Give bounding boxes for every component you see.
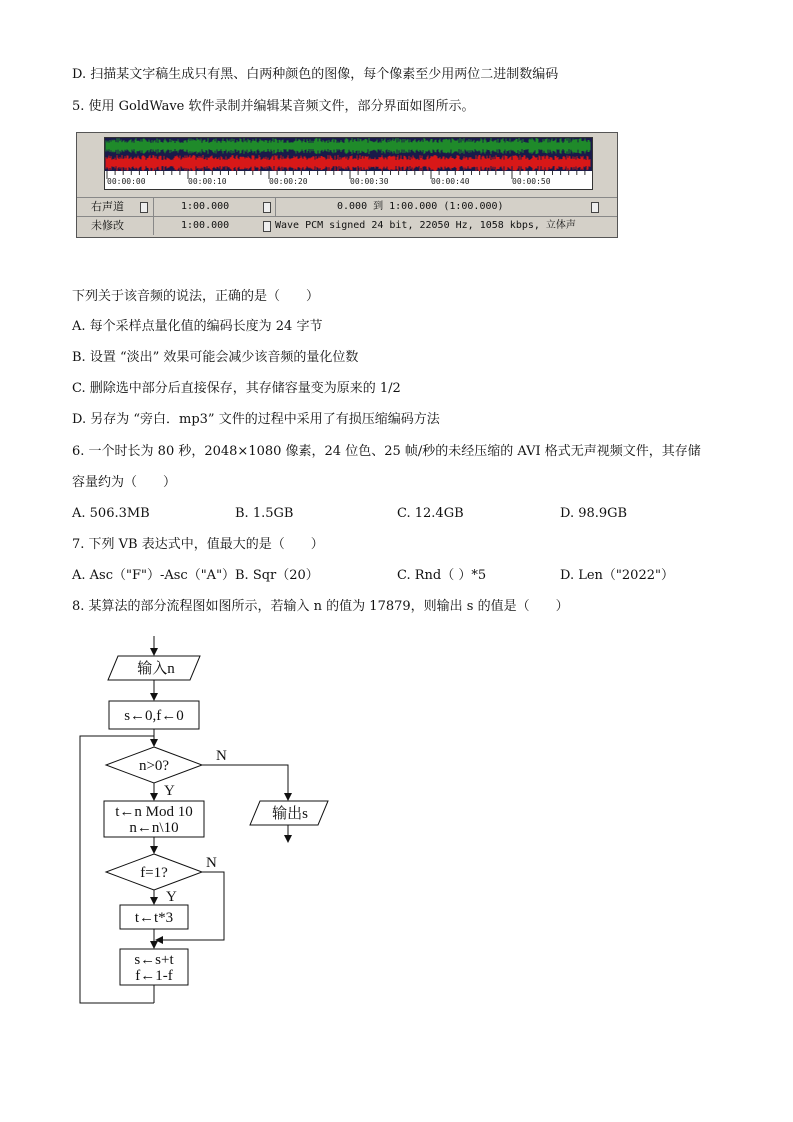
- yes-label: Y: [164, 783, 175, 799]
- q7-option-c: C. Rnd（ ）*5: [397, 568, 487, 583]
- status-row-2: [77, 216, 617, 235]
- input-label: 输入n: [137, 661, 175, 677]
- format-info: Wave PCM signed 24 bit, 22050 Hz, 1058 kbps, 立体声: [275, 220, 576, 231]
- init-label: s←0,f←0: [124, 708, 184, 724]
- q7-stem: 7. 下列 VB 表达式中，值最大的是（ ）: [72, 537, 324, 552]
- no-label: N: [216, 748, 227, 764]
- length-value: 1:00.000: [181, 201, 230, 212]
- q8-stem: 8. 某算法的部分流程图如图所示，若输入 n 的值为 17879，则输出 s 的值是（ ）: [72, 599, 569, 614]
- selection-range: 0.000 到 1:00.000 (1:00.000): [337, 201, 504, 212]
- modified-status: 未修改: [91, 219, 124, 232]
- format-toggle[interactable]: [263, 221, 271, 232]
- tick-label: 00:00:20: [269, 177, 308, 186]
- flag-condition-label: f=1?: [140, 865, 168, 881]
- q7-option-b: B. Sqr（20）: [235, 568, 319, 583]
- channel-toggle[interactable]: [140, 202, 148, 213]
- q5-question: 下列关于该音频的说法，正确的是（ ）: [72, 289, 320, 304]
- q5-option-b: B. 设置 “淡出” 效果可能会减少该音频的量化位数: [72, 350, 359, 365]
- output-label: 输出s: [272, 806, 308, 822]
- selection-toggle[interactable]: [591, 202, 599, 213]
- tick-label: 00:00:30: [350, 177, 389, 186]
- time-ruler: [104, 171, 593, 190]
- q5-stem: 5. 使用 GoldWave 软件录制并编辑某音频文件，部分界面如图所示。: [72, 99, 475, 114]
- waveform-display: [104, 137, 593, 172]
- no-label: N: [206, 855, 217, 871]
- q7-option-a: A. Asc（"F"）-Asc（"A"）: [72, 568, 236, 583]
- tick-label: 00:00:10: [188, 177, 227, 186]
- q5-option-d: D. 另存为 “旁白．mp3” 文件的过程中采用了有损压缩编码方法: [72, 412, 440, 427]
- tick-label: 00:00:40: [431, 177, 470, 186]
- status-row-1: [77, 197, 617, 216]
- triple-label: t←t*3: [134, 910, 174, 926]
- algorithm-flowchart: [70, 630, 350, 1020]
- q6-option-c: C. 12.4GB: [397, 506, 464, 521]
- yes-label: Y: [166, 889, 177, 905]
- goldwave-panel: [76, 132, 618, 238]
- channel-label: 右声道: [91, 200, 124, 213]
- accumulate-label-1: s←s+t: [134, 952, 174, 968]
- tick-label: 00:00:00: [107, 177, 146, 186]
- q7-option-d: D. Len（"2022"）: [560, 568, 674, 583]
- tick-label: 00:00:50: [512, 177, 551, 186]
- q5-option-a: A. 每个采样点量化值的编码长度为 24 字节: [72, 319, 323, 334]
- q6-stem: 6. 一个时长为 80 秒，2048×1080 像素，24 位色、25 帧/秒的未经压缩的 AVI 格式无声视频文件，其存储: [72, 444, 701, 459]
- digit-extract-label-1: t←n Mod 10: [115, 804, 193, 820]
- q6-option-d: D. 98.9GB: [560, 506, 628, 521]
- q4-option-d: D. 扫描某文字稿生成只有黑、白两种颜色的图像，每个像素至少用两位二进制数编码: [72, 67, 559, 82]
- total-length: 1:00.000: [181, 220, 230, 231]
- q6-option-a: A. 506.3MB: [72, 506, 150, 521]
- digit-extract-label-2: n←n\10: [129, 820, 179, 836]
- q6-stem-cont: 容量约为（ ）: [72, 475, 177, 490]
- loop-condition-label: n>0?: [138, 758, 170, 774]
- q5-option-c: C. 删除选中部分后直接保存，其存储容量变为原来的 1/2: [72, 381, 401, 396]
- length-toggle[interactable]: [263, 202, 271, 213]
- q6-option-b: B. 1.5GB: [235, 506, 294, 521]
- accumulate-label-2: f←1-f: [135, 968, 173, 984]
